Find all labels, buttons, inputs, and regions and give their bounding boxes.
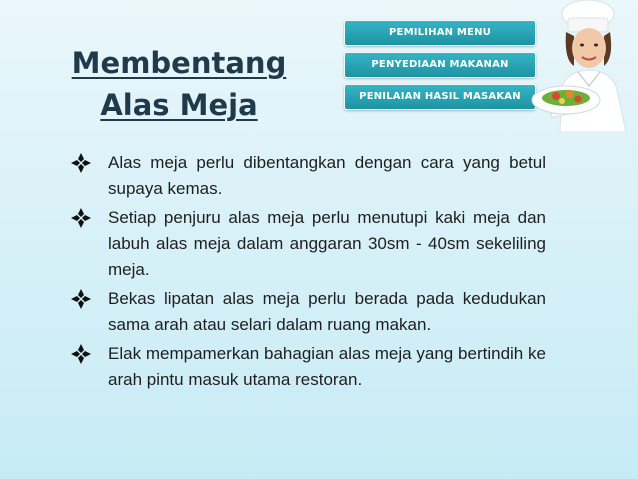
bullet-item bbox=[70, 286, 546, 338]
bullet-text: Bekas lipatan alas meja perlu berada pada kedudukan sama arah atau selari dalam ruang makan. bbox=[108, 289, 546, 334]
slide-title-line1: Membentang bbox=[71, 46, 287, 80]
chef-illustration bbox=[530, 0, 638, 132]
bullet-list bbox=[70, 150, 546, 396]
slide-title-line2: Alas Meja bbox=[100, 88, 258, 122]
menu-button-penyediaan[interactable]: PENYEDIAAN MAKANAN bbox=[344, 52, 536, 78]
bullet-item bbox=[70, 341, 546, 393]
slide-title bbox=[64, 42, 294, 126]
diamond-bullet-icon bbox=[70, 343, 92, 365]
menu-button-pemilihan[interactable]: PEMILIHAN MENU bbox=[344, 20, 536, 46]
diamond-bullet-icon bbox=[70, 152, 92, 174]
bullet-text: Elak mempamerkan bahagian alas meja yang bertindih ke arah pintu masuk utama restoran. bbox=[108, 344, 546, 389]
bullet-item bbox=[70, 205, 546, 283]
menu-button-penilaian[interactable]: PENILAIAN HASIL MASAKAN bbox=[344, 84, 536, 110]
diamond-bullet-icon bbox=[70, 288, 92, 310]
diamond-bullet-icon bbox=[70, 207, 92, 229]
bullet-item bbox=[70, 150, 546, 202]
bullet-text: Setiap penjuru alas meja perlu menutupi kaki meja dan labuh alas meja dalam anggaran 30sm - 40sm sekeliling meja. bbox=[108, 208, 546, 279]
bullet-text: Alas meja perlu dibentangkan dengan cara yang betul supaya kemas. bbox=[108, 153, 546, 198]
